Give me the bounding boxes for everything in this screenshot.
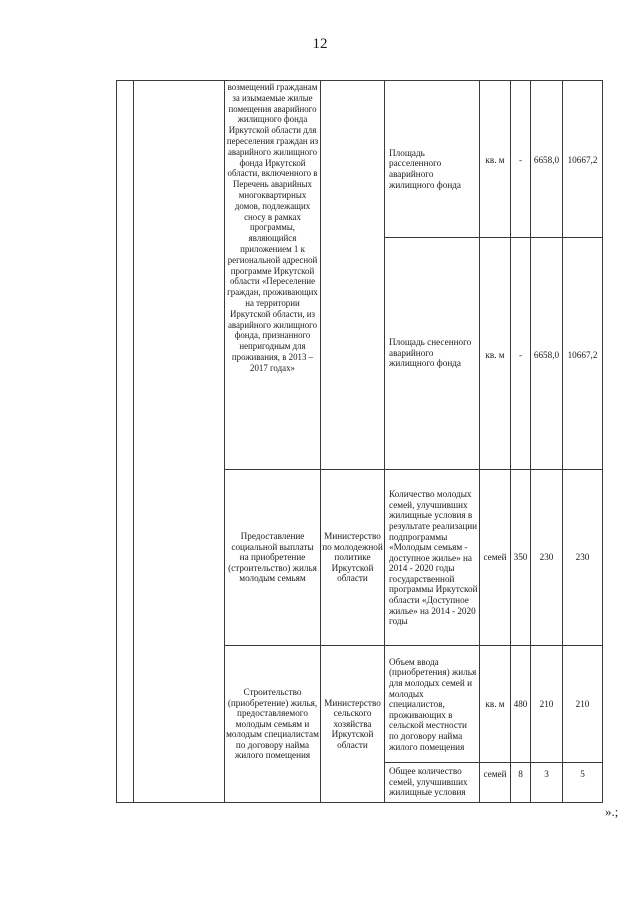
indicator-value-cell: 5 [580,768,585,779]
indicator-name-cell: Количество молодых семей, улучшивших жилищные условия в результате реализации подпрограммы «Молодым семьям - доступное жилье» на 2014 - 2020 годы государственной программы Иркутской области «Доступное жилье» на 2014 - 2020 годы [389,489,478,627]
indicator-unit-cell: семей [483,768,507,779]
indicator-unit-cell: кв. м [485,349,505,360]
event-cell: Предоставление социальной выплаты на приобретение (строительство) жилья молодым семьям [228,531,317,584]
indicator-unit-cell: семей [483,551,507,562]
indicator-value-cell: 230 [539,551,554,562]
table-border-top [116,80,603,81]
indicator-value-cell: 3 [544,768,549,779]
indicator-name-cell: Общее количество семей, улучшивших жилищные условия [389,766,468,798]
event-cell: возмещений гражданам за изымаемые жилые помещения аварийного жилищного фонда Иркутской области для переселения граждан из аварийного жилищного фонда Иркутской области, включенного в Перечень аварийных многоквартирных домов, подлежащих сносу в рамках программы, являющийся приложением 1 к региональной адресной программе Иркутской области «Переселение граждан, проживающих на территории Иркутской области, из аварийного жилищного фонда, признанного непригодным для проживания, в 2013 – 2017 годах» [226,82,319,373]
indicator-value-cell: 210 [575,698,590,709]
table-column-line [133,80,134,802]
indicator-name-cell: Площадь расселенного аварийного жилищного фонда [389,147,461,190]
indicator-unit-cell: кв. м [485,698,505,709]
indicator-value-cell: 8 [518,768,523,779]
executor-cell: Министерство сельского хозяйства Иркутской области [324,697,381,750]
indicator-value-cell: 6658,0 [533,154,560,165]
indicator-value-cell: 10667,2 [567,349,598,360]
indicator-unit-cell: кв. м [485,154,505,165]
indicator-value-cell: 350 [513,551,528,562]
executor-cell: Министерство по молодежной политике Иркутской области [322,531,383,584]
page-number: 12 [312,36,328,52]
indicator-value-cell: 10667,2 [567,154,598,165]
table-row-line [384,237,603,238]
closing-quote-mark: ».; [605,804,619,819]
indicator-value-cell: 230 [575,551,590,562]
table-border-right [602,80,603,802]
indicator-value-cell: 210 [539,698,554,709]
indicator-value-cell: 480 [513,698,528,709]
event-cell: Строительство (приобретение) жилья, предоставляемого молодым семьям и молодым специалистам по договору найма жилого помещения [226,686,319,761]
indicator-value-cell: 6658,0 [533,349,560,360]
indicator-name-cell: Объем ввода (приобретения) жилья для молодых семей и молодых специалистов, проживающих в сельской местности по договору найма жилого помещения [389,656,477,752]
table-border-bottom [116,802,603,803]
table-column-line [384,80,385,802]
indicator-value-cell: - [518,154,523,165]
indicator-value-cell: - [518,349,523,360]
table-border-left [116,80,117,802]
indicator-name-cell: Площадь снесенного аварийного жилищного фонда [389,337,472,369]
